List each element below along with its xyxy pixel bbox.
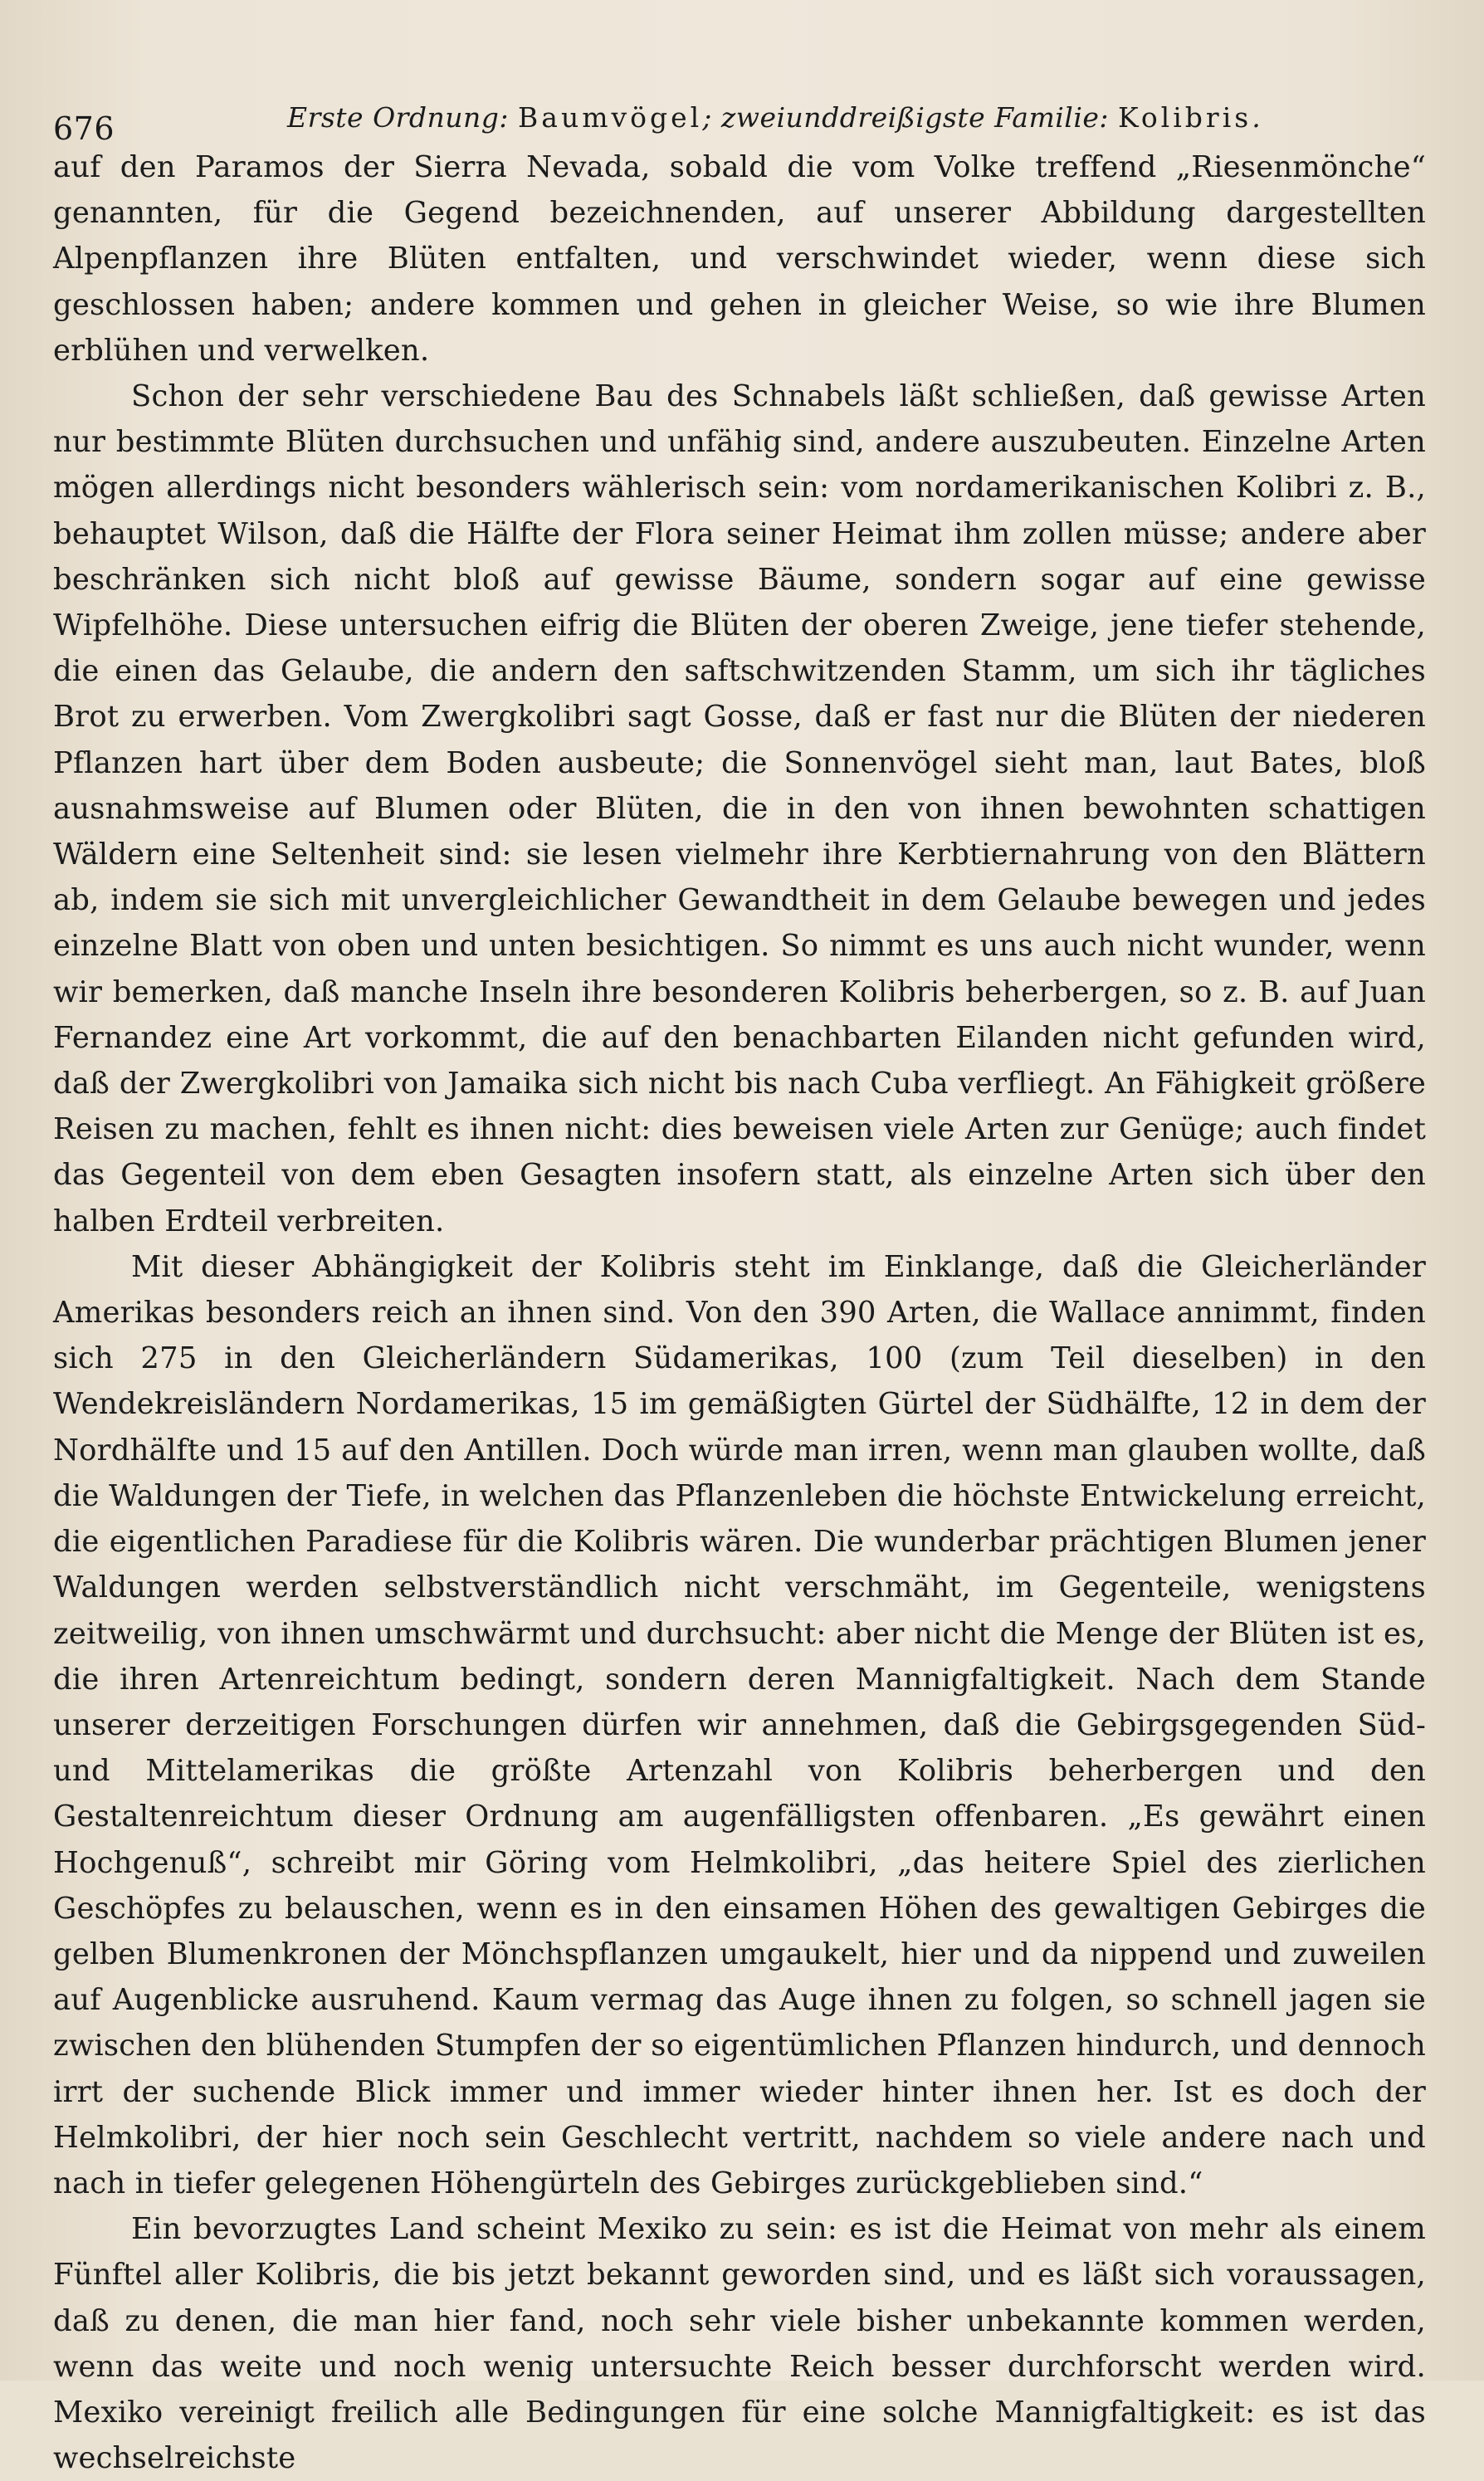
paragraph-continuation: auf den Paramos der Sierra Nevada, sobald die vom Volke treffend „Riesenmönche“ genannten, für die Gegend bezeichnenden, auf unserer Abbildung dargestellten Alpenpflanzen ihre Blüten entfalten, und verschwindet wieder, wenn diese sich geschlossen haben; andere kommen und gehen in gleicher Weise, so wie ihre Blumen erblühen und verwelken. (53, 150, 1426, 368)
paragraph-beak-structure: Schon der sehr verschiedene Bau des Schnabels läßt schließen, daß gewisse Arten nur bestimmte Blüten durchsuchen und unfähig sind, andere auszubeuten. Einzelne Arten mögen allerdings nicht besonders wählerisch sein: vom nordamerikanischen Kolibri z. B., behauptet Wilson, daß die Hälfte der Flora seiner Heimat ihm zollen müsse; andere aber beschränken sich nicht bloß auf gewisse Bäume, sondern sogar auf eine gewisse Wipfelhöhe. Diese untersuchen eifrig die Blüten der oberen Zweige, jene tiefer stehende, die einen das Gelaube, die andern den saftschwitzenden Stamm, um sich ihr tägliches Brot zu erwerben. Vom Zwergkolibri sagt Gosse, daß er fast nur die Blüten der niederen Pflanzen hart über dem Boden ausbeute; die Sonnenvögel sieht man, laut Bates, bloß ausnahmsweise auf Blumen oder Blüten, die in den von ihnen bewohnten schattigen Wäldern eine Seltenheit sind: sie lesen vielmehr ihre Kerbtiernahrung von den Blättern ab, indem sie sich mit unvergleichlicher Gewandtheit in dem Gelaube bewegen und jedes einzelne Blatt von oben und unten besichtigen. So nimmt es uns auch nicht wunder, wenn wir bemerken, daß manche Inseln ihre besonderen Kolibris beherbergen, so z. B. auf Juan Fernandez eine Art vorkommt, die auf den benachbarten Eilanden nicht gefunden wird, daß der Zwergkolibri von Jamaika sich nicht bis nach Cuba verfliegt. An Fähigkeit größere Reisen zu machen, fehlt es ihnen nicht: dies beweisen viele Arten zur Genüge; auch findet das Gegenteil von dem eben Gesagten insofern statt, als einzelne Arten sich über den halben Erdteil verbreiten. (53, 379, 1426, 1238)
running-head-middle: ; zweiunddreißigste Familie: (702, 101, 1119, 134)
page-header (53, 70, 1426, 147)
body-text (53, 144, 1426, 2481)
page-number: 676 (53, 110, 115, 147)
running-head-end: . (1252, 101, 1262, 134)
running-head-lead: Erste Ordnung: (287, 101, 519, 134)
paragraph-distribution: Mit dieser Abhängigkeit der Kolibris steht im Einklange, daß die Gleicherländer Amerikas besonders reich an ihnen sind. Von den 390 Arten, die Wallace annimmt, finden sich 275 in den Gleicherländern Südamerikas, 100 (zum Teil dieselben) in den Wendekreisländern Nordamerikas, 15 im gemäßigten Gürtel der Südhälfte, 12 in dem der Nordhälfte und 15 auf den Antillen. Doch würde man irren, wenn man glauben wollte, daß die Waldungen der Tiefe, in welchen das Pflanzenleben die höchste Entwickelung erreicht, die eigentlichen Paradiese für die Kolibris wären. Die wunderbar prächtigen Blumen jener Waldungen werden selbstverständlich nicht verschmäht, im Gegenteile, wenigstens zeitweilig, von ihnen umschwärmt und durchsucht: aber nicht die Menge der Blüten ist es, die ihren Artenreichtum bedingt, sondern deren Mannigfaltigkeit. Nach dem Stande unserer derzeitigen Forschungen dürfen wir annehmen, daß die Gebirgsgegenden Süd- und Mittelamerikas die größte Artenzahl von Kolibris beherbergen und den Gestaltenreichtum dieser Ordnung am augenfälligsten offenbaren. „Es gewährt einen Hochgenuß“, schreibt mir Göring vom Helmkolibri, „das heitere Spiel des zierlichen Geschöpfes zu belauschen, wenn es in den einsamen Höhen des gewaltigen Gebirges die gelben Blumenkronen der Mönchspflanzen umgaukelt, hier und da nippend und zuweilen auf Augenblicke ausruhend. Kaum vermag das Auge ihnen zu folgen, so schnell jagen sie zwischen den blühenden Stumpfen der so eigentümlichen Pflanzen hindurch, und dennoch irrt der suchende Blick immer und immer wieder hinter ihnen her. Ist es doch der Helmkolibri, der hier noch sein Geschlecht vertritt, nachdem so viele andere nach und nach in tiefer gelegenen Höhengürteln des Gebirges zurückgeblieben sind.“ (53, 1249, 1426, 2200)
paragraph-mexico: Ein bevorzugtes Land scheint Mexiko zu sein: es ist die Heimat von mehr als einem Fünftel aller Kolibris, die bis jetzt bekannt geworden sind, und es läßt sich voraussagen, daß zu denen, die man hier fand, noch sehr viele bisher unbekannte kommen werden, wenn das weite und noch wenig untersuchte Reich besser durchforscht werden wird. Mexiko vereinigt freilich alle Bedingungen für eine solche Mannigfaltigkeit: es ist das wechselreichste (53, 2212, 1426, 2476)
running-head-family: Kolibris (1118, 101, 1252, 134)
running-head (287, 103, 1261, 133)
running-head-order: Baumvögel (518, 101, 703, 134)
